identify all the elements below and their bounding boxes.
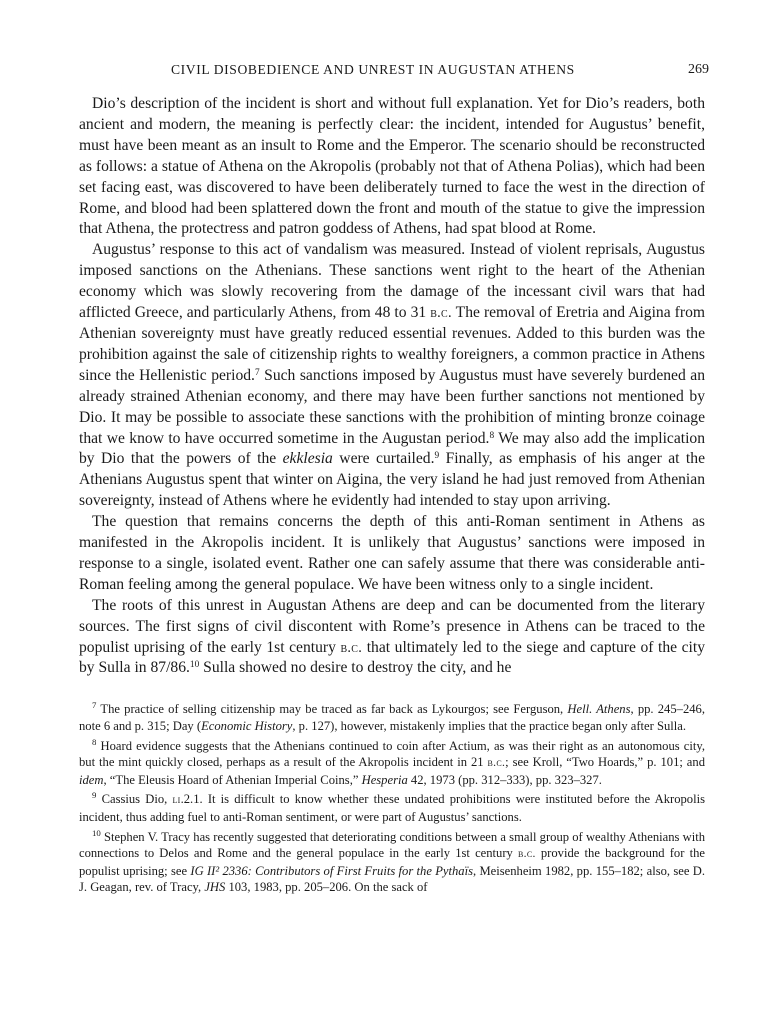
text-run: We may also add the implication by Dio that the powers of the <box>79 429 706 468</box>
text-run: Sulla showed no desire to destroy the city, and he <box>199 659 512 677</box>
text-run: that ultimately led to the siege and capture of the city by Sulla in 87/86. <box>79 638 705 677</box>
text-run: The removal of Eretria and Aigina from Athenian sovereignty must have greatly reduced essential revenues. Added to this burden was the prohibition against the sale of citizenship rights to wealthy foreigners, a common practice in Athens since the Hellenistic period. <box>79 304 705 384</box>
footnotes <box>79 701 705 896</box>
paragraph <box>79 512 705 596</box>
text-run: .2.1. It is difficult to know whether these undated prohibitions were instituted before the Akropolis incident, thus adding fuel to anti-Roman sentiment, or were part of Augustus’ sanctions. <box>79 792 705 824</box>
small-caps-text: b.c. <box>518 847 536 861</box>
page-number: 269 <box>688 62 709 77</box>
footnote-ref: 9 <box>434 451 440 462</box>
footnote-ref: 10 <box>189 660 200 671</box>
text-run: 42, 1973 (pp. 312–333), pp. 323–327. <box>407 772 602 787</box>
footnote-ref: 7 <box>254 367 260 378</box>
footnote-ref: 8 <box>92 736 97 747</box>
text-run: provide the background for the populist uprising; see <box>79 846 705 878</box>
body-text <box>79 94 705 679</box>
small-caps-text: b.c. <box>340 639 363 656</box>
text-run: , “The Eleusis Hoard of Athenian Imperial Coins,” <box>103 772 362 787</box>
italic-text: Hell. Athens <box>567 702 631 717</box>
text-run: , Meisenheim 1982, pp. 155–182; also, see D. J. Geagan, rev. of Tracy, <box>79 863 705 895</box>
footnote <box>79 791 705 825</box>
text-run: Finally, as emphasis of his anger at the Athenians Augustus spent that winter on Aigina, the very island he had just removed from Athenian sovereignty, instead of Athens where he evidently had intended to stay upon arriving. <box>79 450 705 510</box>
paragraph <box>79 240 705 512</box>
text-run: The question that remains concerns the depth of this anti-Roman sentiment in Athens as manifested in the Akropolis incident. It is unlikely that Augustus’ sanctions were imposed in response to a single, isolated event. Rather one can safely assume that there was considerable anti-Roman feeling among the general populace. We have been witness only to a single incident. <box>79 513 705 593</box>
italic-text: idem <box>79 772 104 787</box>
small-caps-text: b.c. <box>487 756 506 770</box>
paragraph <box>79 94 705 240</box>
text-run: ; see Kroll, “Two Hoards,” p. 101; and <box>505 755 705 770</box>
footnote <box>79 738 705 789</box>
running-header <box>79 62 709 84</box>
footnote <box>79 701 705 734</box>
text-run: Dio’s description of the incident is short and without full explanation. Yet for Dio’s readers, both ancient and modern, the meaning is perfectly clear: the incident, intended for Augustus’ benefit, must have been meant as an insult to Rome and the Emperor. The scenario should be reconstructed as follows: a statue of Athena on the Akropolis (probably not that of Athena Polias), which had been set facing east, was discovered to have been deliberately turned to face the west in the direction of Rome, and blood had been splattered down the front and mouth of the statue to give the impression that Athena, the protectress and patron goddess of Athens, had spat blood at Rome. <box>79 95 705 238</box>
small-caps-text: b.c. <box>430 305 452 322</box>
running-title: CIVIL DISOBEDIENCE AND UNREST IN AUGUSTAN ATHENS <box>171 62 575 77</box>
italic-text: IG II² 2336: Contributors of First Fruits for the Pythaïs <box>190 863 474 878</box>
text-run: The practice of selling citizenship may be traced as far back as Lykourgos; see Ferguson, <box>96 702 568 717</box>
text-run: Hoard evidence suggests that the Athenians continued to coin after Actium, as was their right as an autonomous city, but the mint quickly closed, perhaps as a result of the Akropolis incident in 21 <box>79 738 705 770</box>
footnote <box>79 829 705 896</box>
text-run: 103, 1983, pp. 205–206. On the sack of <box>225 880 428 895</box>
text-run: Augustus’ response to this act of vandalism was measured. Instead of violent reprisals, Augustus imposed sanctions on the Athenians. These sanctions went right to the heart of the Athenian economy which was slowly recovering from the damage of the incessant civil wars that had afflicted Greece, and particularly Athens, from 48 to 31 <box>79 241 705 322</box>
italic-text: Hesperia <box>361 772 408 787</box>
text-run: The roots of this unrest in Augustan Athens are deep and can be documented from the literary sources. The first signs of civil discontent with Rome’s presence in Athens can be traced to the populist uprising of the early 1st century <box>79 596 705 656</box>
text-run: Stephen V. Tracy has recently suggested that deteriorating conditions between a small group of wealthy Athenians with connections to Delos and Rome and the general populace in the early 1st century <box>79 829 705 861</box>
text-run: Cassius Dio, <box>96 792 173 807</box>
italic-text: ekklesia <box>282 450 333 468</box>
small-caps-text: li <box>172 793 181 807</box>
page <box>79 62 709 899</box>
footnote-ref: 10 <box>92 827 101 838</box>
footnote-ref: 7 <box>92 700 97 711</box>
paragraph <box>79 596 705 680</box>
footnote-ref: 8 <box>489 430 495 441</box>
italic-text: Economic History <box>201 718 293 733</box>
text-run: , p. 127), however, mistakenly implies that the practice began only after Sulla. <box>292 718 687 733</box>
text-run: were curtailed. <box>332 450 435 468</box>
text-run: Such sanctions imposed by Augustus must have severely burdened an already strained Athenian economy, and there may have been further sanctions not mentioned by Dio. It may be possible to associate these sanctions with the prohibition of minting bronze coinage that we know to have occurred sometime in the Augustan period. <box>79 366 706 447</box>
italic-text: JHS <box>204 880 226 895</box>
text-run: , pp. 245–246, note 6 and p. 315; Day ( <box>79 702 705 733</box>
footnote-ref: 9 <box>92 790 97 801</box>
